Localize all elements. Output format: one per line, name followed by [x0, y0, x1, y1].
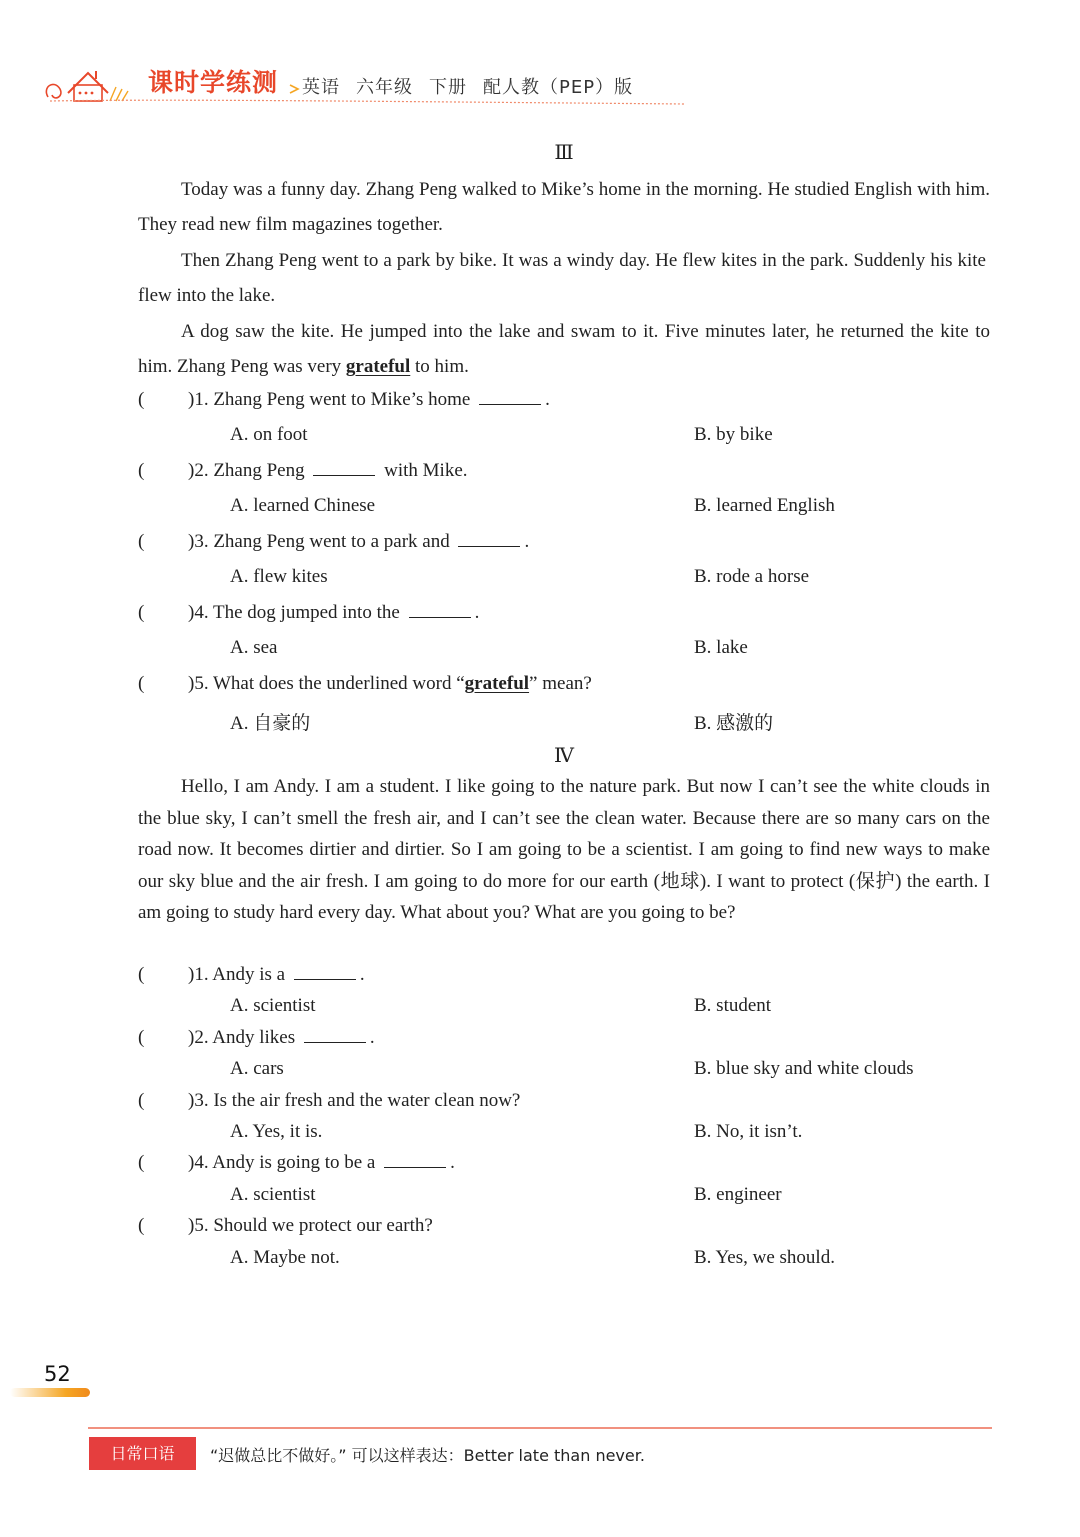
s3-q5-option-b: B. 感激的 [694, 713, 774, 734]
underlined-word: grateful [345, 356, 411, 377]
brand-title: 课时学练测 [148, 68, 279, 97]
answer-blank [304, 1041, 366, 1043]
subject-line [302, 73, 649, 99]
section-4-title: Ⅳ [554, 745, 574, 767]
s3-q4-option-a: A. sea [230, 637, 278, 658]
answer-blank [384, 1166, 446, 1168]
s4-q5-option-b: B. Yes, we should. [694, 1247, 835, 1268]
s4-q1-option-b: B. student [694, 995, 772, 1016]
answer-blank [294, 978, 356, 980]
s3-q3-option-a: A. flew kites [230, 566, 328, 587]
section-3-paragraph-3: A dog saw the kite. He jumped into the lake and swam to it. Five minutes later, he returned the kite to him. Zhang Peng was very grateful to him. [138, 321, 990, 377]
s3-q1-option-a: A. on foot [230, 424, 308, 445]
section-3-paragraph-1: Today was a funny day. Zhang Peng walked to Mike’s home in the morning. He studied English with him. They read new film magazines together. [138, 179, 990, 235]
s4-q1-option-a: A. scientist [230, 995, 316, 1016]
underlined-word: grateful [464, 673, 530, 694]
answer-blank [458, 545, 520, 547]
grade: 六年级 [356, 77, 413, 98]
section-3-paragraph-2: Then Zhang Peng went to a park by bike. It was a windy day. He flew kites in the park. Suddenly his kite flew into the lake. [138, 250, 986, 306]
s4-q3-option-b: B. No, it isn’t. [694, 1121, 803, 1142]
volume: 下册 [429, 77, 467, 98]
s4-q4-option-a: A. scientist [230, 1184, 316, 1205]
footer-tag: 日常口语 [89, 1437, 196, 1470]
subject: 英语 [302, 77, 340, 98]
page-number-bar [10, 1388, 90, 1397]
edition: 配人教（PEP）版 [483, 77, 634, 98]
answer-blank [313, 474, 375, 476]
s3-q2-option-a: A. learned Chinese [230, 495, 376, 516]
s4-q2-option-b: B. blue sky and white clouds [694, 1058, 914, 1079]
answer-blank [479, 403, 541, 405]
s4-q4-option-b: B. engineer [694, 1184, 782, 1205]
page-header [40, 55, 700, 115]
s3-q5-option-a: A. 自豪的 [230, 713, 311, 734]
section-3-title: Ⅲ [554, 142, 574, 164]
s3-q3-option-b: B. rode a horse [694, 566, 810, 587]
footer-divider [88, 1427, 992, 1429]
s3-q1-option-b: B. by bike [694, 424, 773, 445]
s4-q3-option-a: A. Yes, it is. [230, 1121, 323, 1142]
page-number: 52 [44, 1362, 71, 1386]
s4-q5-option-a: A. Maybe not. [230, 1247, 340, 1268]
s3-q2-option-b: B. learned English [694, 495, 835, 516]
section-4-paragraph: Hello, I am Andy. I am a student. I like going to the nature park. But now I can’t see the white clouds in the blue sky, I can’t smell the fresh air, and I can’t see the clean water. Because there are so many cars on the road now. It becomes dirtier and dirtier. So I am going to be a scientist. I am going to find new ways to make our sky blue and the air fresh. I am going to do more for our earth (地球). I want to protect (保护) the earth. I am going to study hard every day. What about you? What are you going to be? [138, 776, 990, 923]
s3-q4-option-b: B. lake [694, 637, 748, 658]
s4-q2-option-a: A. cars [230, 1058, 284, 1079]
answer-blank [409, 616, 471, 618]
footer-text: “迟做总比不做好。” 可以这样表达：Better late than never. [210, 1446, 645, 1465]
